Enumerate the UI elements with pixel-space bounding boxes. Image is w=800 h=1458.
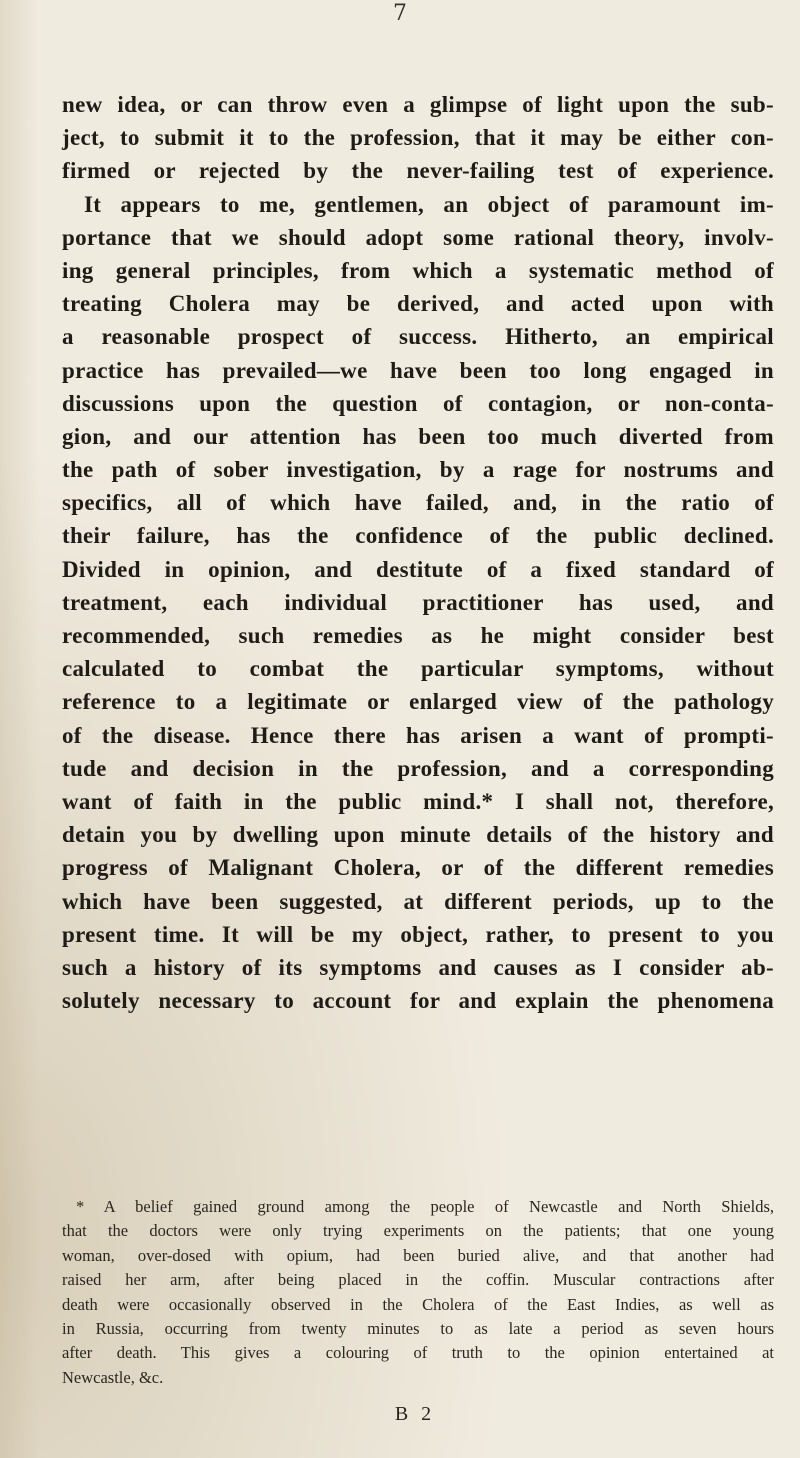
signature-mark: B 2 bbox=[394, 1403, 436, 1425]
body-line: treatment, each individual practitioner has used, and bbox=[62, 589, 774, 615]
body-line: specifics, all of which have failed, and, in the ratio of bbox=[62, 490, 774, 516]
body-line: Divided in opinion, and destitute of a fixed standard of bbox=[62, 556, 774, 582]
body-line: progress of Malignant Cholera, or of the different remedies bbox=[62, 855, 774, 881]
body-line: want of faith in the public mind.* I shall not, therefore, bbox=[62, 788, 774, 814]
body-text bbox=[62, 88, 774, 1017]
footnote-line: after death. This gives a colouring of truth to the opinion entertained at bbox=[62, 1343, 774, 1363]
body-line: ject, to submit it to the profession, that it may be either con- bbox=[62, 125, 774, 151]
body-line: of the disease. Hence there has arisen a want of prompti- bbox=[62, 722, 774, 748]
body-line: such a history of its symptoms and causes as I consider ab- bbox=[62, 954, 774, 980]
footnote-line: raised her arm, after being placed in the coffin. Muscular contractions after bbox=[62, 1270, 774, 1290]
body-line: new idea, or can throw even a glimpse of light upon the sub- bbox=[62, 92, 774, 117]
body-line: recommended, such remedies as he might consider best bbox=[62, 623, 774, 648]
body-line: their failure, has the confidence of the public declined. bbox=[62, 523, 774, 549]
body-line: reference to a legitimate or enlarged view of the pathology bbox=[62, 689, 774, 715]
page-number: 7 bbox=[393, 1, 407, 26]
footnote-line: that the doctors were only trying experiments on the patients; that one young bbox=[62, 1221, 774, 1241]
body-line: It appears to me, gentlemen, an object of paramount im- bbox=[84, 191, 774, 217]
body-line: ing general principles, from which a systematic method of bbox=[62, 257, 774, 283]
body-line: solutely necessary to account for and explain the phenomena bbox=[62, 988, 774, 1014]
body-line: the path of sober investigation, by a rage for nostrums and bbox=[62, 457, 774, 483]
body-line: detain you by dwelling upon minute details of the history and bbox=[62, 822, 774, 848]
body-line: gion, and our attention has been too much diverted from bbox=[62, 423, 774, 449]
body-line: which have been suggested, at different periods, up to the bbox=[62, 888, 774, 914]
footnote-line: Newcastle, &c. bbox=[62, 1367, 164, 1387]
body-line: discussions upon the question of contagion, or non-conta- bbox=[62, 390, 774, 416]
body-line: calculated to combat the particular symptoms, without bbox=[62, 656, 774, 682]
body-line: firmed or rejected by the never-failing test of experience. bbox=[62, 158, 774, 184]
body-line: treating Cholera may be derived, and acted upon with bbox=[62, 291, 774, 317]
footnote-line: woman, over-dosed with opium, had been buried alive, and that another had bbox=[62, 1245, 774, 1265]
footnote-line: * A belief gained ground among the people of Newcastle and North Shields, bbox=[76, 1197, 774, 1216]
footnote bbox=[62, 1195, 774, 1390]
body-line: practice has prevailed—we have been too long engaged in bbox=[62, 357, 774, 383]
body-line: a reasonable prospect of success. Hitherto, an empirical bbox=[62, 324, 774, 350]
body-line: portance that we should adopt some rational theory, involv- bbox=[62, 224, 774, 250]
footnote-line: in Russia, occurring from twenty minutes to as late a period as seven hours bbox=[62, 1318, 774, 1338]
body-line: tude and decision in the profession, and a corresponding bbox=[62, 755, 774, 781]
footnote-line: death were occasionally observed in the Cholera of the East Indies, as well as bbox=[62, 1294, 774, 1314]
body-line: present time. It will be my object, rather, to present to you bbox=[62, 921, 774, 947]
